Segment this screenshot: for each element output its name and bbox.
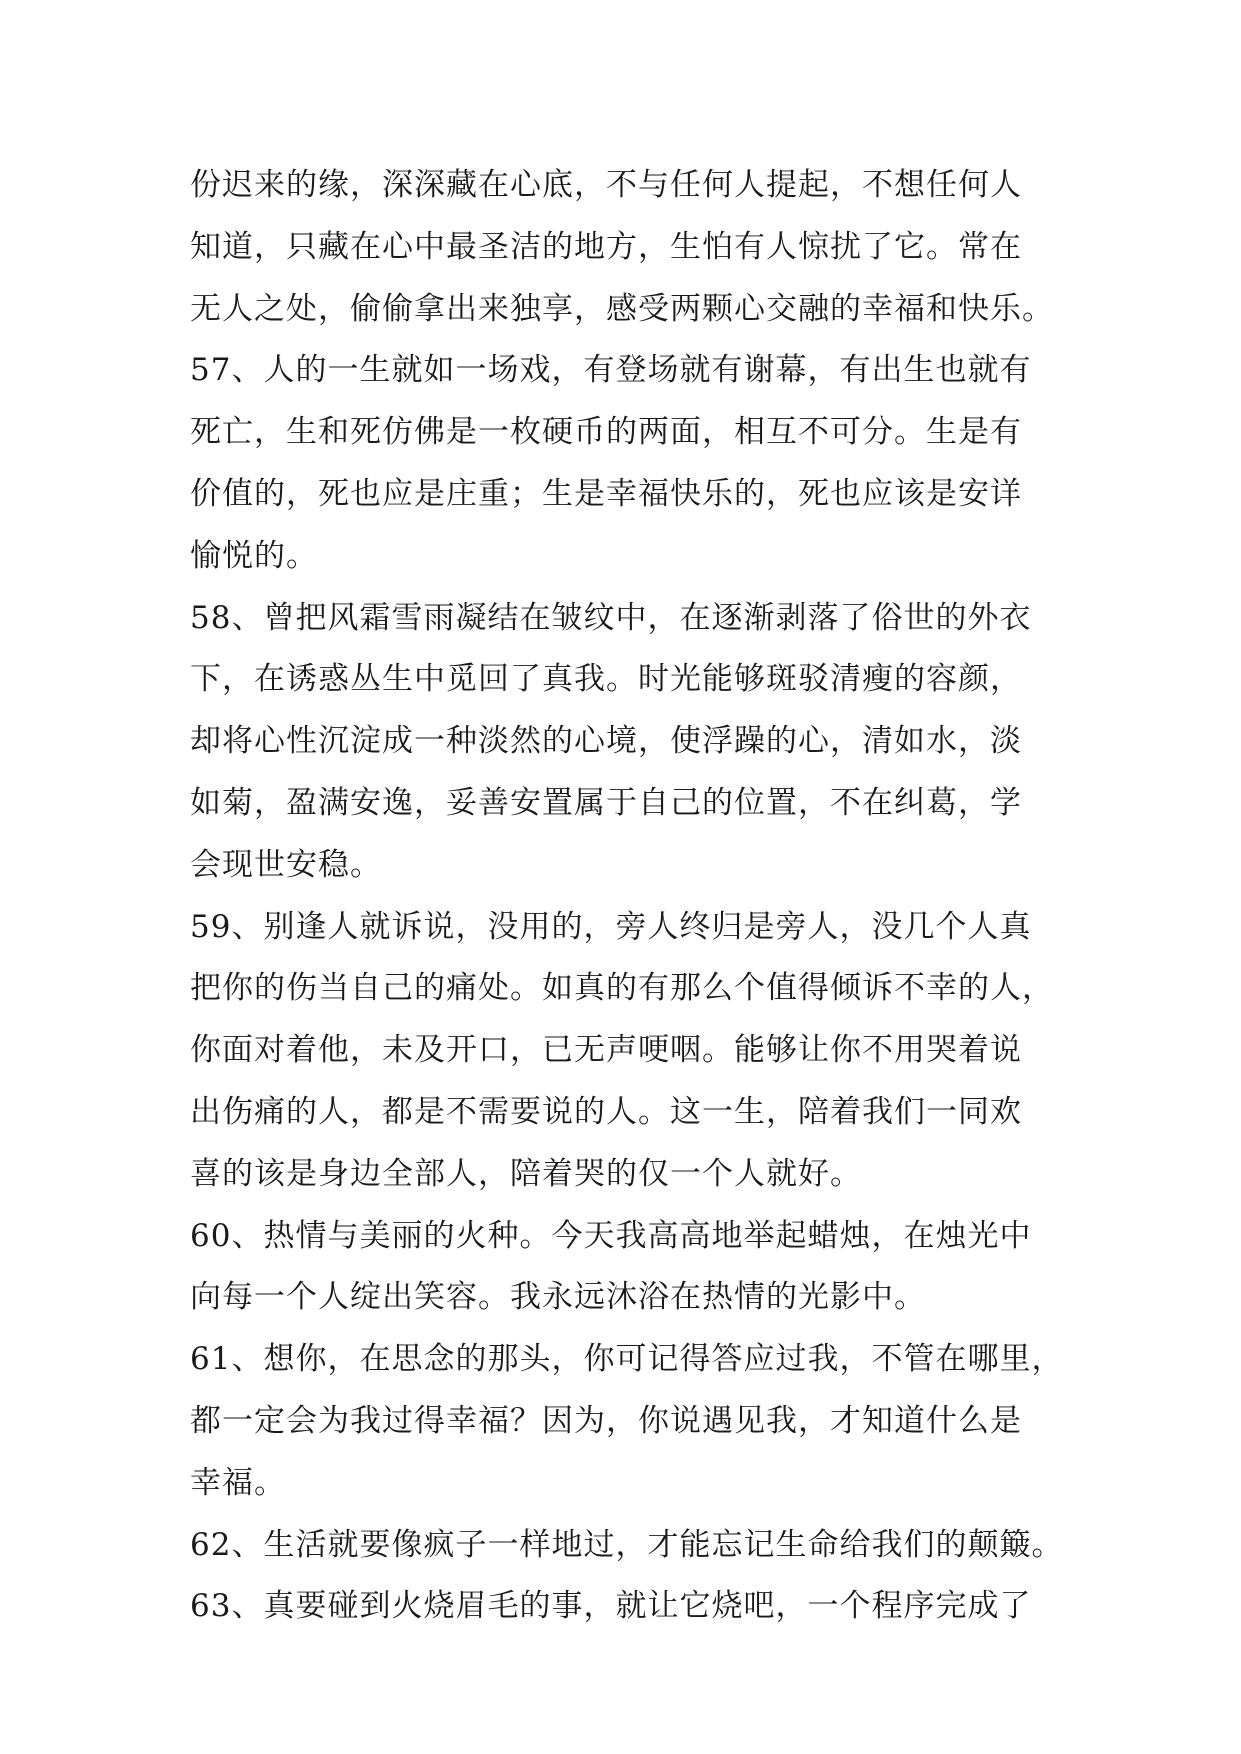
text-line: 都一定会为我过得幸福？因为，你说遇见我，才知道什么是	[190, 1402, 1022, 1439]
text-line: 61、想你，在思念的那头，你可记得答应过我，不管在哪里，	[190, 1341, 1064, 1378]
text-line: 57、人的一生就如一场戏，有登场就有谢幕，有出生也就有	[190, 352, 1032, 389]
text-line: 向每一个人绽出笑容。我永远沐浴在热情的光影中。	[190, 1279, 926, 1316]
text-line: 愉悦的。	[190, 537, 318, 574]
text-line: 幸福。	[190, 1464, 286, 1501]
text-line: 却将心性沉淀成一种淡然的心境，使浮躁的心，清如水，淡	[190, 723, 1022, 760]
text-line: 62、生活就要像疯子一样地过，才能忘记生命给我们的颠簸。	[190, 1526, 1064, 1563]
text-line: 把你的伤当自己的痛处。如真的有那么个值得倾诉不幸的人，	[190, 970, 1054, 1007]
text-line: 知道，只藏在心中最圣洁的地方，生怕有人惊扰了它。常在	[190, 228, 1022, 265]
text-line: 58、曾把风霜雪雨凝结在皱纹中，在逐渐剥落了俗世的外衣	[190, 599, 1032, 636]
text-line: 价值的，死也应是庄重；生是幸福快乐的，死也应该是安详	[190, 475, 1022, 512]
text-line: 份迟来的缘，深深藏在心底，不与任何人提起，不想任何人	[190, 167, 1022, 203]
text-line: 你面对着他，未及开口，已无声哽咽。能够让你不用哭着说	[190, 1032, 1022, 1069]
text-line: 喜的该是身边全部人，陪着哭的仅一个人就好。	[190, 1155, 862, 1192]
text-line: 如菊，盈满安逸，妥善安置属于自己的位置，不在纠葛，学	[190, 784, 1022, 821]
text-line: 会现世安稳。	[190, 846, 382, 883]
text-line: 63、真要碰到火烧眉毛的事，就让它烧吧，一个程序完成了	[190, 1588, 1032, 1625]
text-line: 下，在诱惑丛生中觅回了真我。时光能够斑驳清瘦的容颜，	[190, 661, 1022, 698]
text-line: 无人之处，偷偷拿出来独享，感受两颗心交融的幸福和快乐。	[190, 290, 1054, 327]
body-text	[190, 155, 1070, 1638]
text-line: 出伤痛的人，都是不需要说的人。这一生，陪着我们一同欢	[190, 1093, 1022, 1130]
text-line: 死亡，生和死仿佛是一枚硬币的两面，相互不可分。生是有	[190, 414, 1022, 451]
text-line: 59、别逢人就诉说，没用的，旁人终归是旁人，没几个人真	[190, 908, 1032, 945]
text-line: 60、热情与美丽的火种。今天我高高地举起蜡烛，在烛光中	[190, 1217, 1032, 1254]
